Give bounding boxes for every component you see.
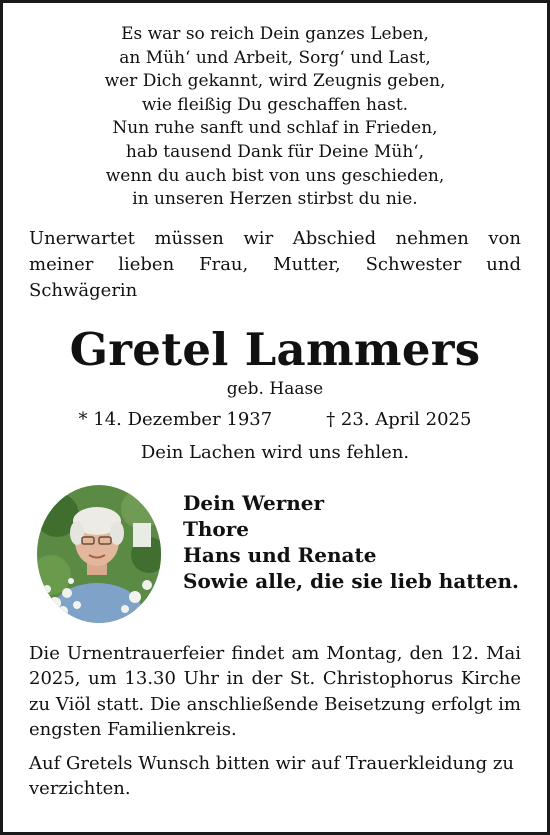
poem-line: wie fleißig Du geschaffen hast. bbox=[141, 94, 409, 115]
memorial-quote: Dein Lachen wird uns fehlen. bbox=[140, 441, 410, 463]
poem-line: hab tausend Dank für Deine Müh‘, bbox=[125, 141, 425, 162]
family-section bbox=[29, 485, 521, 623]
intro-text: Unerwartet müssen wir Abschied nehmen von meiner lieben Frau, Mutter, Schwester und Schwägerin bbox=[29, 227, 521, 301]
poem-line: in unseren Herzen stirbst du nie. bbox=[132, 189, 418, 210]
life-dates bbox=[29, 407, 521, 433]
poem-line: wer Dich gekannt, wird Zeugnis geben, bbox=[104, 71, 446, 92]
poem-line: an Müh‘ und Arbeit, Sorg‘ und Last, bbox=[119, 47, 431, 68]
mourner: Thore bbox=[183, 516, 250, 541]
deceased-name: Gretel Lammers bbox=[69, 322, 481, 376]
mourner: Sowie alle, die sie lieb hatten. bbox=[183, 568, 519, 593]
poem-line: Es war so reich Dein ganzes Leben, bbox=[121, 24, 429, 44]
mourner: Dein Werner bbox=[183, 490, 325, 515]
mourner: Hans und Renate bbox=[183, 542, 377, 567]
portrait-photo bbox=[37, 485, 161, 623]
death-date: † 23. April 2025 bbox=[326, 408, 472, 430]
ceremony-info: Die Urnentrauerfeier findet am Montag, den 12. Mai 2025, um 13.30 Uhr in der St. Christophorus Kirche zu Viöl statt. Die anschließende Beisetzung erfolgt im engsten Familienkreis. bbox=[29, 642, 521, 741]
family-wish: Auf Gretels Wunsch bitten wir auf Trauerkleidung zu verzichten. bbox=[29, 752, 515, 800]
poem-line: wenn du auch bist von uns geschieden, bbox=[105, 165, 445, 186]
poem-line: Nun ruhe sanft und schlaf in Frieden, bbox=[112, 118, 438, 139]
portrait-image bbox=[37, 485, 161, 623]
maiden-name: geb. Haase bbox=[226, 378, 324, 399]
birth-date: * 14. Dezember 1937 bbox=[78, 408, 273, 430]
mourners-list bbox=[183, 490, 519, 594]
poem bbox=[29, 23, 521, 212]
